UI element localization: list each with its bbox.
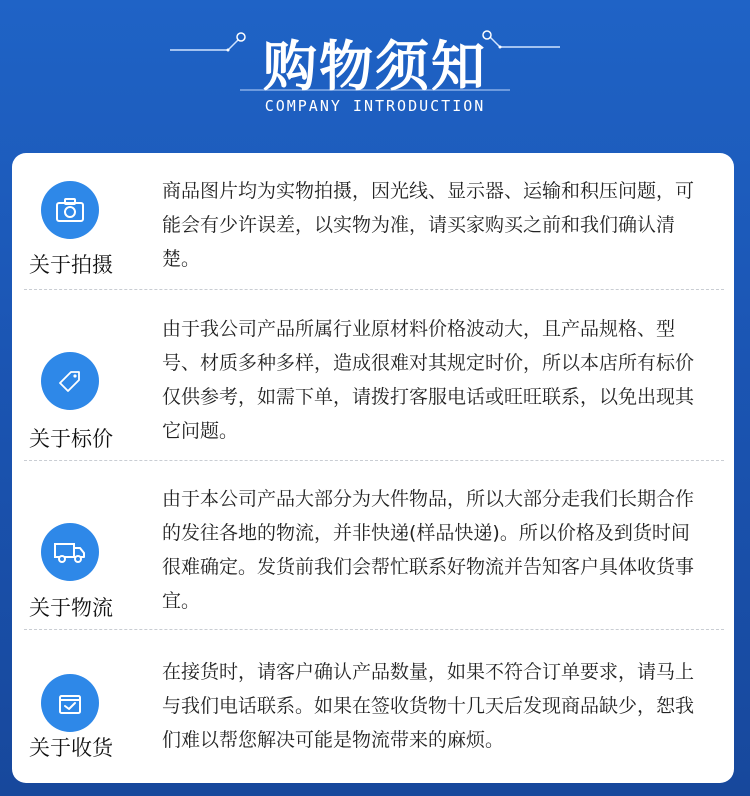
- section-text: 由于本公司产品大部分为大件物品，所以大部分走我们长期合作的发往各地的物流，并非快递(样品快递)。所以价格及到货时间很难确定。发货前我们会帮忙联系好物流并告知客户具体收货事宜。: [162, 488, 695, 612]
- section-text: 商品图片均为实物拍摄，因光线、显示器、运输和积压问题，可能会有少许误差，以实物为准，请买家购买之前和我们确认清楚。: [162, 180, 695, 270]
- price-tag-icon: [41, 352, 99, 410]
- page-header: [0, 0, 750, 150]
- package-check-icon: [41, 674, 99, 732]
- section-text: 由于我公司产品所属行业原材料价格波动大，且产品规格、型号、材质多种多样，造成很难对其规定时价，所以本店所有标价仅供参考，如需下单，请拨打客服电话或旺旺联系，以免出现其它问题。: [162, 318, 695, 442]
- page-title: 购物须知: [263, 34, 487, 98]
- section-text: 在接货时，请客户确认产品数量，如果不符合订单要求，请马上与我们电话联系。如果在签收货物十几天后发现商品缺少，恕我们难以帮您解决可能是物流带来的麻烦。: [162, 661, 695, 751]
- section-logistics: [12, 461, 734, 629]
- section-pricing: [12, 290, 734, 460]
- section-label: 关于物流: [29, 596, 113, 620]
- section-receiving: [12, 630, 734, 783]
- section-photography: [12, 153, 734, 289]
- camera-icon: [41, 181, 99, 239]
- notice-card: [12, 153, 734, 783]
- page-subtitle: COMPANY INTRODUCTION: [264, 97, 486, 115]
- section-label: 关于标价: [29, 427, 113, 451]
- section-label: 关于拍摄: [29, 253, 113, 277]
- section-label: 关于收货: [29, 736, 113, 760]
- truck-icon: [41, 523, 99, 581]
